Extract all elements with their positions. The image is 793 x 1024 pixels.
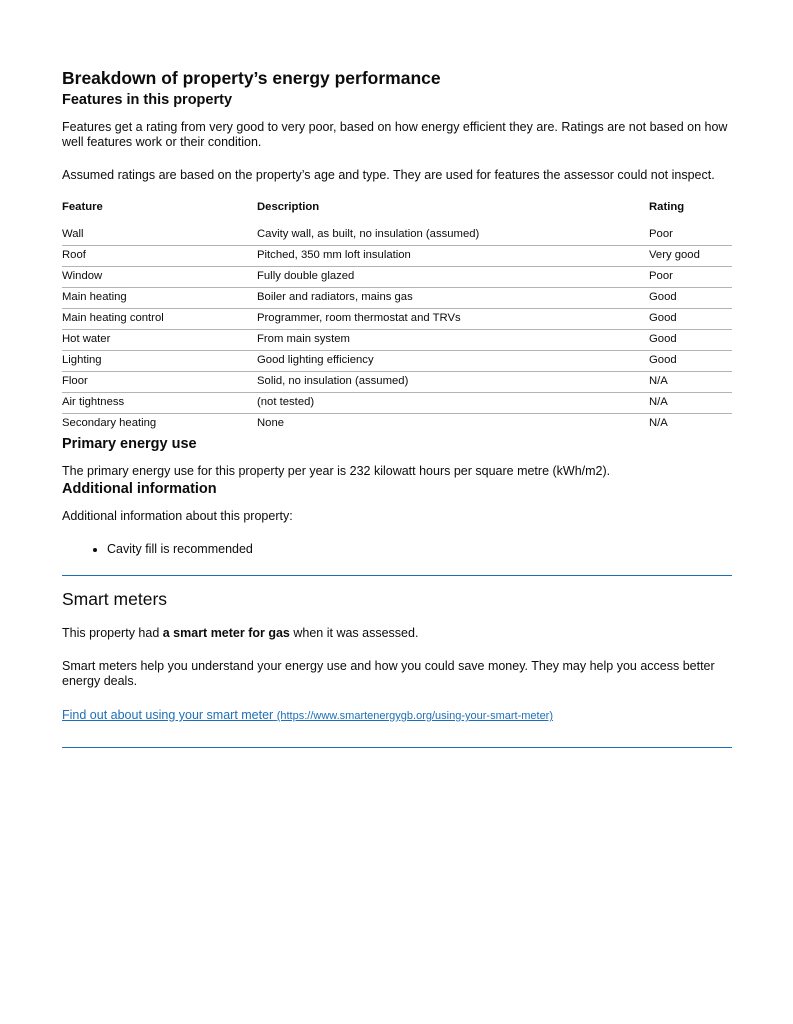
cell-description: None: [257, 417, 285, 429]
features-table: [62, 201, 732, 434]
cell-rating: Poor: [649, 267, 732, 288]
cell-description: Good lighting efficiency: [257, 351, 649, 372]
smart-meter-link[interactable]: [62, 708, 553, 722]
cell-description: From main system: [257, 330, 649, 351]
primary-energy-heading: Primary energy use: [62, 436, 197, 452]
cell-feature: Wall: [62, 223, 257, 246]
table-row: [62, 246, 732, 267]
cell-rating: Good: [649, 288, 732, 309]
list-item: • Cavity fill is recommended: [107, 542, 732, 557]
cell-rating: Good: [649, 330, 732, 351]
smart-meter-link-line: [62, 708, 732, 724]
cell-rating: Good: [649, 309, 732, 330]
cell-feature: Main heating: [62, 288, 257, 309]
section-divider: [62, 575, 732, 576]
smart-meters-title: Smart meters: [62, 589, 168, 609]
table-row: [62, 351, 732, 372]
cell-rating: N/A: [649, 393, 732, 414]
table-row: [62, 309, 732, 330]
table-row: [62, 330, 732, 351]
smart-meter-status: [62, 626, 732, 641]
features-intro-paragraph: Features get a rating from very good to very poor, based on how energy efficient they are. Ratings are not based on how well features work or their condition.: [62, 120, 728, 149]
cell-feature: Secondary heating: [62, 417, 157, 429]
bottom-divider: [62, 747, 732, 748]
cell-description: (not tested): [257, 393, 649, 414]
cell-description: Programmer, room thermostat and TRVs: [257, 309, 649, 330]
cell-feature: Lighting: [62, 351, 257, 372]
cell-feature: Floor: [62, 372, 257, 393]
cell-rating: N/A: [649, 372, 732, 393]
table-row: [62, 393, 732, 414]
content: [62, 66, 732, 748]
additional-info-heading: Additional information: [62, 481, 217, 497]
breakdown-title: Breakdown of property’s energy performance: [62, 68, 441, 88]
smart-meter-link-text: Find out about using your smart meter: [62, 708, 274, 722]
cell-description: Solid, no insulation (assumed): [257, 372, 649, 393]
cell-description: Cavity wall, as built, no insulation (assumed): [257, 223, 649, 246]
smart-meters-paragraph: Smart meters help you understand your energy use and how you could save money. They may help you access better energy deals.: [62, 659, 715, 688]
smart-meter-status-suffix: when it was assessed.: [289, 626, 419, 640]
cell-description: Pitched, 350 mm loft insulation: [257, 246, 649, 267]
cell-feature: Window: [62, 267, 257, 288]
smart-meter-type: a smart meter for gas: [162, 626, 290, 640]
table-row: [62, 288, 732, 309]
table-header-row: [62, 201, 732, 223]
additional-info-list: [62, 542, 732, 557]
table-row: [62, 372, 732, 393]
table-row: [62, 267, 732, 288]
smart-meter-status-prefix: This property had: [62, 626, 163, 640]
primary-energy-text: The primary energy use for this property per year is 232 kilowatt hours per square metre (kWh/m2).: [62, 464, 611, 478]
cell-description: Boiler and radiators, mains gas: [257, 288, 649, 309]
table-row: [62, 414, 732, 435]
cell-rating: Good: [649, 351, 732, 372]
cell-feature: Hot water: [62, 330, 257, 351]
header-description: Description: [257, 201, 320, 213]
features-heading: Features in this property: [62, 92, 233, 108]
header-rating: Rating: [649, 201, 685, 213]
cell-rating: Poor: [649, 223, 732, 246]
smart-meter-link-url: (https://www.smartenergygb.org/using-your-smart-meter): [276, 710, 554, 722]
cell-rating: Very good: [649, 246, 732, 267]
cell-feature: Main heating control: [62, 309, 257, 330]
cell-rating: N/A: [649, 417, 668, 429]
cell-feature: Air tightness: [62, 393, 257, 414]
cell-description: Fully double glazed: [257, 267, 649, 288]
header-feature: Feature: [62, 201, 103, 213]
cell-feature: Roof: [62, 246, 257, 267]
table-row: [62, 223, 732, 246]
assumed-ratings-paragraph: Assumed ratings are based on the property’s age and type. They are used for features the assessor could not inspect.: [62, 168, 715, 182]
additional-info-intro: Additional information about this property:: [62, 509, 293, 523]
